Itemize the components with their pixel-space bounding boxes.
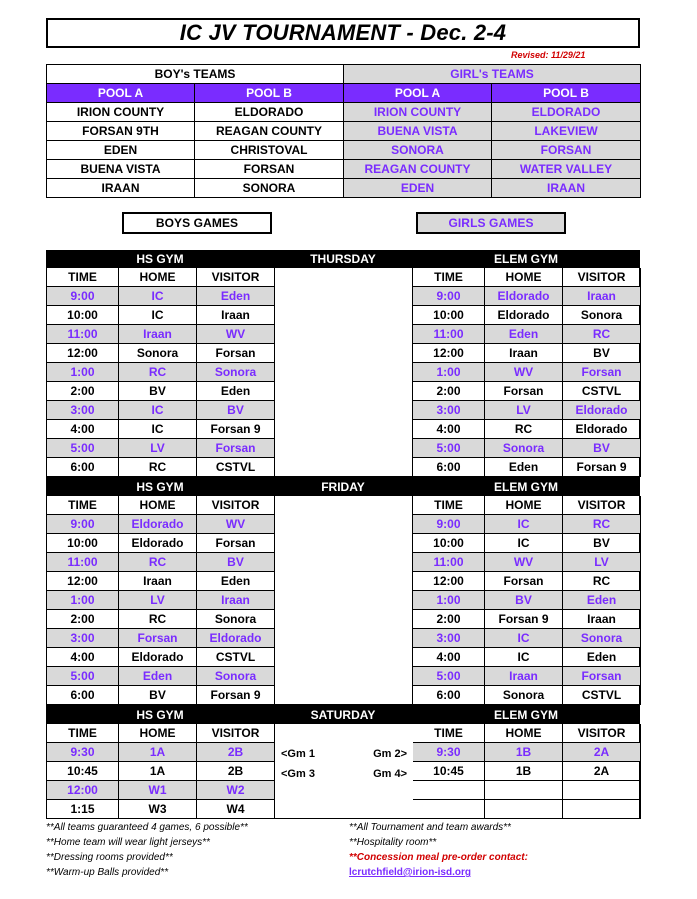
game-time: 9:00 <box>413 515 485 534</box>
thursday-center-gap <box>275 268 413 477</box>
visitor-header: VISITOR <box>197 268 275 287</box>
visitor-team: Eldorado <box>563 401 641 420</box>
visitor-team: Eden <box>563 591 641 610</box>
visitor-slot: 2B <box>197 762 275 781</box>
game-time: 1:00 <box>47 363 119 382</box>
home-team: Eden <box>485 325 563 344</box>
game-time: 3:00 <box>413 401 485 420</box>
thursday-block <box>46 268 640 478</box>
visitor-header: VISITOR <box>563 724 641 743</box>
game-time: 3:00 <box>47 401 119 420</box>
game-time: 2:00 <box>413 610 485 629</box>
girls-pool-a-team: SONORA <box>344 141 492 160</box>
empty-cell <box>563 781 641 800</box>
game-time: 1:15 <box>47 800 119 819</box>
boys-pool-b-team: SONORA <box>195 179 344 198</box>
visitor-team: Sonora <box>197 610 275 629</box>
visitor-team: Forsan <box>563 667 641 686</box>
friday-block <box>46 496 640 706</box>
note-line: **Home team will wear light jerseys** <box>46 837 210 848</box>
boys-pool-b-team: ELDORADO <box>195 103 344 122</box>
home-header: HOME <box>119 268 197 287</box>
visitor-header: VISITOR <box>197 724 275 743</box>
home-team: LV <box>119 439 197 458</box>
friday-hs-gym-table <box>47 496 275 705</box>
home-team: IC <box>485 534 563 553</box>
visitor-team: Forsan 9 <box>197 686 275 705</box>
game-time: 5:00 <box>47 667 119 686</box>
game-time: 11:00 <box>413 325 485 344</box>
contact-link[interactable] <box>349 865 640 880</box>
note-line: **Dressing rooms provided** <box>46 852 173 863</box>
home-team: BV <box>485 591 563 610</box>
home-team: LV <box>485 401 563 420</box>
game-time: 6:00 <box>413 458 485 477</box>
game-time: 4:00 <box>413 420 485 439</box>
game-time: 10:00 <box>413 534 485 553</box>
home-header: HOME <box>485 268 563 287</box>
notes-right <box>349 820 640 880</box>
pools-row <box>47 103 641 122</box>
visitor-team: Eden <box>563 648 641 667</box>
visitor-header: VISITOR <box>563 268 641 287</box>
time-header: TIME <box>413 496 485 515</box>
home-team: Iraan <box>485 344 563 363</box>
game-marker: Gm 4> <box>373 768 407 780</box>
home-team: Eldorado <box>485 306 563 325</box>
page-title <box>46 18 640 48</box>
visitor-team: CSTVL <box>197 648 275 667</box>
visitor-team: Sonora <box>563 629 641 648</box>
home-team: RC <box>119 458 197 477</box>
game-time: 4:00 <box>413 648 485 667</box>
visitor-team: Sonora <box>563 306 641 325</box>
empty-cell <box>413 781 485 800</box>
home-team: Sonora <box>119 344 197 363</box>
home-team: Eden <box>485 458 563 477</box>
visitor-team: Iraan <box>563 610 641 629</box>
game-time: 9:00 <box>47 515 119 534</box>
notes-left <box>46 820 337 880</box>
visitor-team: RC <box>563 515 641 534</box>
game-time: 2:00 <box>413 382 485 401</box>
visitor-team: Eden <box>197 382 275 401</box>
day-label: SATURDAY <box>310 708 376 722</box>
home-team: RC <box>119 610 197 629</box>
game-time: 12:00 <box>413 344 485 363</box>
home-team: IC <box>119 306 197 325</box>
game-time: 12:00 <box>413 572 485 591</box>
game-marker: <Gm 3 <box>281 768 315 780</box>
game-time: 1:00 <box>413 363 485 382</box>
note-line: **Concession meal pre-order contact: <box>349 852 528 863</box>
game-time: 10:45 <box>413 762 485 781</box>
home-header: HOME <box>119 724 197 743</box>
home-team: IC <box>485 629 563 648</box>
home-team: Iraan <box>119 325 197 344</box>
schedule <box>46 250 640 819</box>
home-team: LV <box>119 591 197 610</box>
home-team: Iraan <box>485 667 563 686</box>
game-time: 9:30 <box>413 743 485 762</box>
pools-row <box>47 160 641 179</box>
home-team: Sonora <box>485 686 563 705</box>
home-header: HOME <box>119 496 197 515</box>
boys-pool-b-team: FORSAN <box>195 160 344 179</box>
time-header: TIME <box>413 724 485 743</box>
girls-pool-b-team: FORSAN <box>492 141 641 160</box>
boys-pool-b-team: CHRISTOVAL <box>195 141 344 160</box>
revised-date: Revised: 11/29/21 <box>511 50 586 60</box>
empty-cell <box>413 800 485 819</box>
home-team: Eldorado <box>119 515 197 534</box>
visitor-team: Forsan <box>197 534 275 553</box>
visitor-team: Iraan <box>563 287 641 306</box>
visitor-team: Sonora <box>197 667 275 686</box>
saturday-block <box>46 724 640 819</box>
visitor-team: RC <box>563 572 641 591</box>
home-team: IC <box>119 401 197 420</box>
saturday-center-gap <box>275 724 413 819</box>
visitor-team: Forsan 9 <box>563 458 641 477</box>
pools-row <box>47 122 641 141</box>
pools-row <box>47 141 641 160</box>
game-time: 10:00 <box>413 306 485 325</box>
friday-elem-gym-table <box>413 496 641 705</box>
visitor-slot: W4 <box>197 800 275 819</box>
elem-gym-label: ELEM GYM <box>493 480 558 494</box>
saturday-elem-gym-table <box>413 724 641 819</box>
home-team: WV <box>485 363 563 382</box>
home-header: HOME <box>485 496 563 515</box>
game-time: 12:00 <box>47 344 119 363</box>
girls-pool-b-team: LAKEVIEW <box>492 122 641 141</box>
girls-teams-header: GIRL's TEAMS <box>344 65 641 84</box>
game-time: 11:00 <box>47 553 119 572</box>
home-team: Forsan 9 <box>485 610 563 629</box>
visitor-team: BV <box>197 553 275 572</box>
boys-pool-a-team: BUENA VISTA <box>47 160 195 179</box>
visitor-team: Eldorado <box>197 629 275 648</box>
home-slot: 1A <box>119 762 197 781</box>
girls-pool-a-team: IRION COUNTY <box>344 103 492 122</box>
home-team: Sonora <box>485 439 563 458</box>
visitor-slot: 2A <box>563 762 641 781</box>
notes <box>46 820 640 880</box>
visitor-slot: 2B <box>197 743 275 762</box>
game-time: 10:00 <box>47 306 119 325</box>
boys-games-label: BOYS GAMES <box>122 212 272 234</box>
girls-pool-a-team: EDEN <box>344 179 492 198</box>
game-marker: Gm 2> <box>373 748 407 760</box>
home-team: IC <box>485 648 563 667</box>
home-slot: W3 <box>119 800 197 819</box>
home-slot: 1B <box>485 762 563 781</box>
visitor-team: WV <box>197 325 275 344</box>
pools-row <box>47 179 641 198</box>
girls-pool-b-team: IRAAN <box>492 179 641 198</box>
girls-games-label: GIRLS GAMES <box>416 212 566 234</box>
boys-pool-b-team: REAGAN COUNTY <box>195 122 344 141</box>
saturday-hs-gym-table <box>47 724 275 819</box>
visitor-header: VISITOR <box>563 496 641 515</box>
home-team: Forsan <box>485 382 563 401</box>
girls-pool-b-header: POOL B <box>492 84 641 103</box>
home-header: HOME <box>485 724 563 743</box>
game-time: 9:30 <box>47 743 119 762</box>
boys-pool-b-header: POOL B <box>195 84 344 103</box>
hs-gym-label: HS GYM <box>136 708 184 722</box>
title-text: IC JV TOURNAMENT - Dec. 2-4 <box>179 20 507 45</box>
home-team: Eldorado <box>485 287 563 306</box>
visitor-team: BV <box>197 401 275 420</box>
game-time: 3:00 <box>413 629 485 648</box>
day-label: THURSDAY <box>310 252 376 266</box>
visitor-team: BV <box>563 534 641 553</box>
home-team: Eldorado <box>119 534 197 553</box>
visitor-team: CSTVL <box>197 458 275 477</box>
game-marker: <Gm 1 <box>281 748 315 760</box>
game-time: 6:00 <box>413 686 485 705</box>
thursday-hs-gym-table <box>47 268 275 477</box>
contact-email-link[interactable]: lcrutchfield@irion-isd.org <box>349 867 471 878</box>
game-time: 5:00 <box>47 439 119 458</box>
empty-cell <box>563 800 641 819</box>
game-time: 12:00 <box>47 781 119 800</box>
empty-cell <box>485 781 563 800</box>
visitor-team: CSTVL <box>563 382 641 401</box>
game-time: 4:00 <box>47 420 119 439</box>
visitor-slot: 2A <box>563 743 641 762</box>
friday-banner <box>46 478 640 496</box>
game-time: 11:00 <box>413 553 485 572</box>
visitor-team: LV <box>563 553 641 572</box>
friday-center-gap <box>275 496 413 705</box>
visitor-team: Forsan 9 <box>197 420 275 439</box>
hs-gym-label: HS GYM <box>136 480 184 494</box>
game-time: 5:00 <box>413 439 485 458</box>
game-time: 9:00 <box>47 287 119 306</box>
boys-pool-a-team: EDEN <box>47 141 195 160</box>
girls-pool-b-team: ELDORADO <box>492 103 641 122</box>
note-line: **Hospitality room** <box>349 837 437 848</box>
game-time: 4:00 <box>47 648 119 667</box>
home-team: Eldorado <box>119 648 197 667</box>
home-team: Forsan <box>485 572 563 591</box>
home-team: IC <box>119 420 197 439</box>
visitor-team: RC <box>563 325 641 344</box>
visitor-team: Sonora <box>197 363 275 382</box>
home-team: BV <box>119 382 197 401</box>
time-header: TIME <box>47 268 119 287</box>
visitor-team: BV <box>563 344 641 363</box>
game-time: 9:00 <box>413 287 485 306</box>
game-time: 5:00 <box>413 667 485 686</box>
visitor-team: WV <box>197 515 275 534</box>
elem-gym-label: ELEM GYM <box>493 708 558 722</box>
game-time: 6:00 <box>47 686 119 705</box>
elem-gym-label: ELEM GYM <box>493 252 558 266</box>
thursday-elem-gym-table <box>413 268 641 477</box>
boys-pool-a-team: IRION COUNTY <box>47 103 195 122</box>
note-line: **All teams guaranteed 4 games, 6 possible** <box>46 822 248 833</box>
visitor-team: Iraan <box>197 591 275 610</box>
girls-pool-a-team: REAGAN COUNTY <box>344 160 492 179</box>
girls-pool-b-team: WATER VALLEY <box>492 160 641 179</box>
visitor-slot: W2 <box>197 781 275 800</box>
note-line: **Warm-up Balls provided** <box>46 867 169 878</box>
visitor-team: Forsan <box>563 363 641 382</box>
boys-teams-header: BOY's TEAMS <box>47 65 344 84</box>
hs-gym-label: HS GYM <box>136 252 184 266</box>
home-team: BV <box>119 686 197 705</box>
empty-cell <box>485 800 563 819</box>
visitor-header: VISITOR <box>197 496 275 515</box>
home-team: RC <box>485 420 563 439</box>
home-slot: 1A <box>119 743 197 762</box>
home-team: IC <box>485 515 563 534</box>
girls-pool-a-header: POOL A <box>344 84 492 103</box>
time-header: TIME <box>413 268 485 287</box>
time-header: TIME <box>47 496 119 515</box>
boys-pool-a-team: IRAAN <box>47 179 195 198</box>
day-label: FRIDAY <box>321 480 365 494</box>
thursday-banner <box>46 250 640 268</box>
home-team: IC <box>119 287 197 306</box>
game-time: 1:00 <box>413 591 485 610</box>
visitor-team: BV <box>563 439 641 458</box>
home-team: Iraan <box>119 572 197 591</box>
game-time: 12:00 <box>47 572 119 591</box>
game-time: 2:00 <box>47 382 119 401</box>
home-team: RC <box>119 553 197 572</box>
home-slot: 1B <box>485 743 563 762</box>
game-time: 11:00 <box>47 325 119 344</box>
game-time: 2:00 <box>47 610 119 629</box>
home-team: WV <box>485 553 563 572</box>
home-team: Eden <box>119 667 197 686</box>
girls-pool-a-team: BUENA VISTA <box>344 122 492 141</box>
time-header: TIME <box>47 724 119 743</box>
home-slot: W1 <box>119 781 197 800</box>
pools-table <box>46 64 641 198</box>
visitor-team: Forsan <box>197 344 275 363</box>
note-line: **All Tournament and team awards** <box>349 822 511 833</box>
visitor-team: CSTVL <box>563 686 641 705</box>
game-time: 1:00 <box>47 591 119 610</box>
game-time: 10:45 <box>47 762 119 781</box>
home-team: Forsan <box>119 629 197 648</box>
boys-pool-a-team: FORSAN 9TH <box>47 122 195 141</box>
visitor-team: Forsan <box>197 439 275 458</box>
visitor-team: Eden <box>197 287 275 306</box>
boys-pool-a-header: POOL A <box>47 84 195 103</box>
game-time: 10:00 <box>47 534 119 553</box>
game-time: 6:00 <box>47 458 119 477</box>
game-time: 3:00 <box>47 629 119 648</box>
visitor-team: Eldorado <box>563 420 641 439</box>
saturday-banner <box>46 706 640 724</box>
visitor-team: Eden <box>197 572 275 591</box>
visitor-team: Iraan <box>197 306 275 325</box>
home-team: RC <box>119 363 197 382</box>
